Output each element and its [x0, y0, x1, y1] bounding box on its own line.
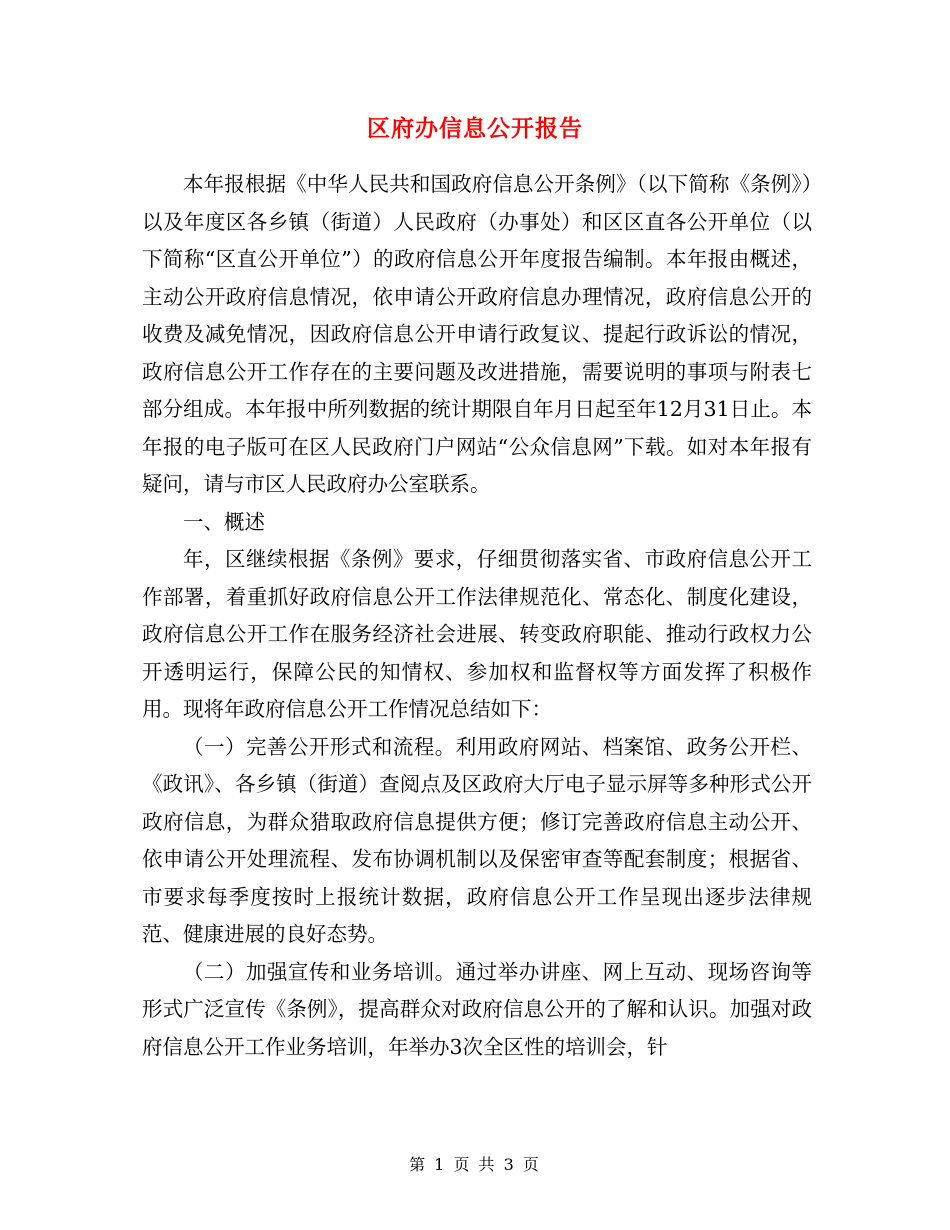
paragraph-item-2: （二）加强宣传和业务培训。通过举办讲座、网上互动、现场咨询等形式广泛宣传《条例》，提高群众对政府信息公开的了解和认识。加强对政府信息公开工作业务培训，年举办3次全区性的培训会，针 [142, 959, 812, 1059]
document-body [142, 166, 812, 1066]
paragraph-intro: 本年报根据《中华人民共和国政府信息公开条例》（以下简称《条例》）以及年度区各乡镇（街道）人民政府（办事处）和区区直各公开单位（以下简称“区直公开单位”）的政府信息公开年度报告编制。本年报由概述，主动公开政府信息情况，依申请公开政府信息办理情况，政府信息公开的收费及减免情况，因政府信息公开申请行政复议、提起行政诉讼的情况，政府信息公开工作存在的主要问题及改进措施，需要说明的事项与附表七部分组成。本年报中所列数据的统计期限自年月日起至年12月31日止。本年报的电子版可在区人民政府门户网站“公众信息网”下载。如对本年报有疑问，请与市区人民政府办公室联系。 [142, 172, 812, 496]
page-footer: 第 1 页 共 3 页 [409, 1155, 541, 1174]
paragraph-overview: 年，区继续根据《条例》要求，仔细贯彻落实省、市政府信息公开工作部署，着重抓好政府信息公开工作法律规范化、常态化、制度化建设，政府信息公开工作在服务经济社会进展、转变政府职能、推动行政权力公开透明运行，保障公民的知情权、参加权和监督权等方面发挥了积极作用。现将年政府信息公开工作情况总结如下： [142, 547, 812, 721]
paragraph-item-1: （一）完善公开形式和流程。利用政府网站、档案馆、政务公开栏、《政讯》、各乡镇（街道）查阅点及区政府大厅电子显示屏等多种形式公开政府信息，为群众猎取政府信息提供方便；修订完善政府信息主动公开、依申请公开处理流程、发布协调机制以及保密审查等配套制度；根据省、市要求每季度按时上报统计数据，政府信息公开工作呈现出逐步法律规范、健康进展的良好态势。 [142, 734, 812, 946]
document-title: 区府办信息公开报告 [367, 115, 583, 142]
section-heading-overview: 一、概述 [183, 509, 265, 534]
